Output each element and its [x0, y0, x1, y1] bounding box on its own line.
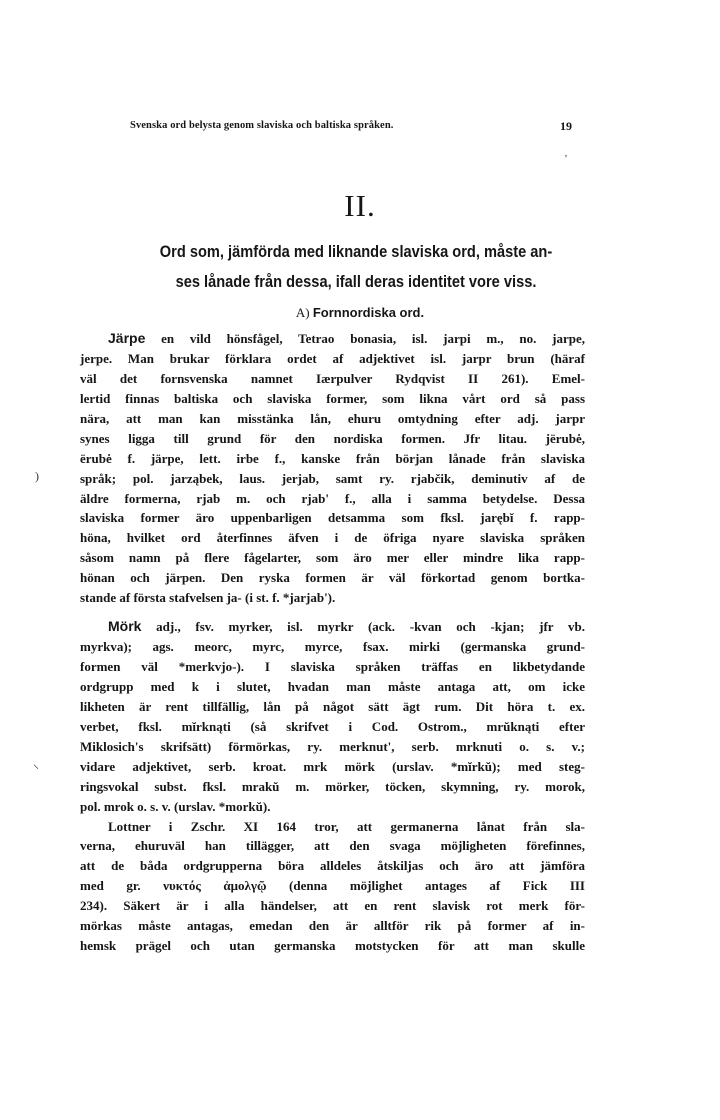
text-line: såsom namn på flere fågelarter, som äro mer eller mindre lika rapp-	[80, 550, 585, 566]
text-line: ringsvokal subst. fksl. mrakŭ m. mörker, töcken, skymning, ry. morok,	[80, 778, 585, 794]
entry-headword: Järpe	[108, 330, 146, 346]
text-line: ërubė f. järpe, lett. irbe f., kanske från början lånade från slaviska	[80, 450, 585, 466]
text-line: jerpe. Man brukar förklara ordet af adjektivet isl. jarpr brun (häraf	[80, 350, 585, 366]
text-line: hemsk prägel och utan germanska motstycken för att man skulle	[80, 938, 585, 954]
text-line: slaviska former äro uppenbarligen detsamma som fksl. jarębĭ f. rapp-	[80, 510, 585, 526]
chapter-number: II.	[344, 188, 376, 223]
text-line: pol. mrok o. s. v. (urslav. *morkŭ).	[80, 798, 271, 814]
text-line: formen väl *merkvjo-). I slaviska språken träffas en likbetydande	[80, 659, 585, 674]
text-line: verbet, fksl. mĭrknąti (så skrifvet i Cod. Ostrom., mrŭknąti efter	[80, 718, 585, 734]
text-line: att de båda ordgrupperna böra alldeles åtskiljas och äro att jämföra	[80, 858, 585, 874]
entry-gap	[80, 608, 585, 617]
text-line: väl det fornsvenska namnet Iærpulver Rydqvist II 261). Emel-	[80, 370, 585, 386]
text-line: verna, ehuruväl han tillägger, att den svaga möjligheten förefinnes,	[80, 838, 585, 854]
text-line: likheten är rent tillfällig, lån på något sätt ägt rum. Dit höra t. ex.	[80, 698, 585, 714]
chapter-title-line-1: Ord som, jämförda med liknande slaviska ord, måste an-	[159, 242, 553, 261]
text-line: nära, att man kan misstänka lån, ehuru omtydning efter adj. jarpr	[80, 410, 585, 426]
text-line: ordgrupp med k i slutet, hvadan man måste antaga att, om icke	[80, 678, 585, 694]
section-label: A)	[295, 305, 310, 320]
body-text	[80, 329, 585, 956]
text-line: höna, hvilket ord återfinnes äfven i de öfriga nyare slaviska språken	[80, 530, 585, 546]
text-line: lertid finnas baltiska och slaviska former, som likna vårt ord så pass	[80, 390, 585, 406]
margin-mark: ⸜	[33, 757, 40, 771]
text-line: Miklosich's skrifsätt) förmörkas, ry. merknut', serb. mrknuti o. s. v.;	[80, 738, 585, 754]
page-number: 19	[560, 119, 572, 133]
text-line: vidare adjektivet, serb. kroat. mrk mörk (urslav. *mĭrkŭ); med steg-	[80, 758, 585, 774]
stray-mark: '	[565, 153, 567, 165]
text-line: äldre formerna, rjab m. och rjab' f., alla i samma betydelse. Dessa	[80, 490, 585, 506]
text-line: 234). Säkert är i alla händelser, att en rent slavisk rot merk för-	[80, 898, 585, 914]
text-line: Lottner i Zschr. XI 164 tror, att germanerna lånat från sla-	[108, 818, 585, 834]
section-title: Fornnordiska ord.	[312, 305, 425, 320]
chapter-title	[107, 237, 606, 297]
chapter-title-line-2: ses lånade från dessa, ifall deras identitet vore viss.	[175, 272, 537, 291]
text-line: stande af första stafvelsen ja- (i st. f. *jarjab').	[80, 590, 336, 606]
text-line: med gr. νυκτός ἀμολγῷ (denna möjlighet antages af Fick III	[80, 878, 585, 894]
text-line: synes ligga till grund för den nordiska formen. Jfr litau. jërubė,	[80, 430, 585, 446]
entry-headword: Mörk	[108, 618, 142, 635]
text-line: hönan och järpen. Den ryska formen är väl förkortad genom bortka-	[80, 570, 585, 586]
margin-mark: )	[35, 469, 39, 483]
text-line: språk; pol. jarząbek, laus. jerjab, samt ry. rjabčik, deminutiv af de	[80, 470, 585, 486]
text-line: Mörk adj., fsv. myrker, isl. myrkr (ack. -kvan och -kjan; jfr vb.	[108, 618, 585, 635]
text-line: myrkva); ags. meorc, myrc, myrce, fsax. mirki (germanska grund-	[80, 639, 585, 655]
running-head: Svenska ord belysta genom slaviska och baltiska språken.	[130, 120, 394, 131]
section-heading	[0, 305, 720, 321]
text-line: Järpe en vild hönsfågel, Tetrao bonasia, isl. jarpi m., no. jarpe,	[108, 330, 585, 346]
text-line: mörkas måste antagas, emedan den är alltför rik på former af in-	[80, 918, 585, 934]
